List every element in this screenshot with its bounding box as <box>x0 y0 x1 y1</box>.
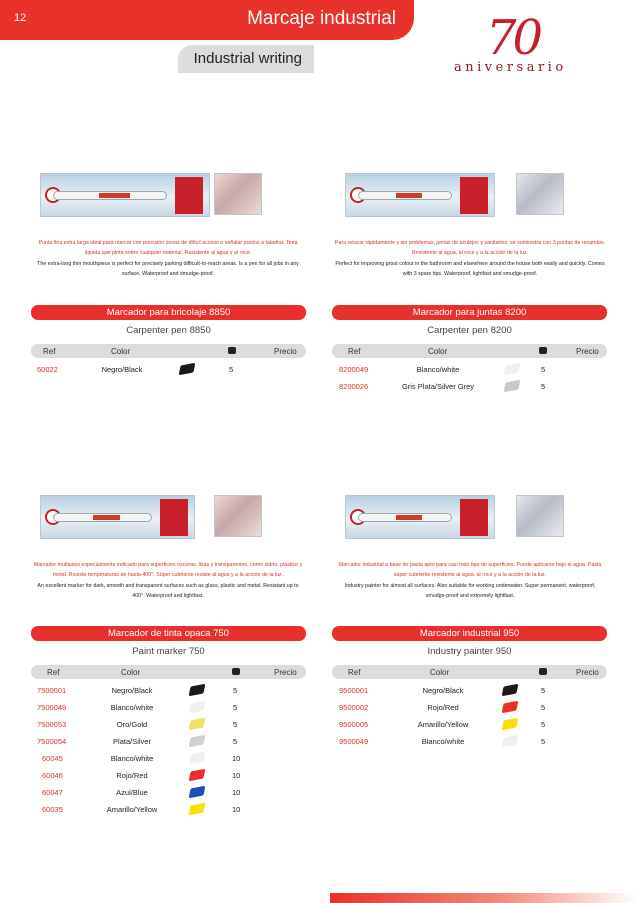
marker-pen-icon <box>53 513 152 522</box>
row-color: Rojo/Red <box>116 771 148 780</box>
row-ref: 9500049 <box>339 737 369 746</box>
product-image <box>345 173 495 217</box>
section-title: Marcaje industrial <box>247 8 396 29</box>
brand-label <box>175 177 203 214</box>
row-quantity: 5 <box>233 720 238 729</box>
row-color: Blanco/white <box>416 365 460 374</box>
row-color: Negro/Black <box>111 686 153 695</box>
row-color: Gris Plata/Silver Grey <box>401 382 475 391</box>
table-row <box>339 683 599 700</box>
table-header <box>31 665 306 679</box>
product-title: Marcador de tinta opaca 750 <box>31 626 306 641</box>
col-color: Color <box>121 668 141 677</box>
description-es: Marcador industrial a base de pasta apto para casi todo tipo de superficies. Puede aplicarse bajo el agua. Pasta súper cubriente resistente al agua, al roce y a la acción de la luz. <box>338 562 602 579</box>
table-row <box>339 379 599 396</box>
color-swatch-icon <box>189 803 206 816</box>
product-subtitle: Paint marker 750 <box>132 646 205 657</box>
table-row <box>339 362 599 379</box>
table-header <box>31 344 306 358</box>
row-quantity: 10 <box>232 805 241 814</box>
row-quantity: 5 <box>233 737 238 746</box>
row-ref: 60035 <box>42 805 63 814</box>
page-subtitle: Industrial writing <box>193 50 302 67</box>
row-color: Oro/Gold <box>116 720 148 729</box>
color-swatch-icon <box>189 684 206 697</box>
table-header <box>332 344 607 358</box>
col-ref: Ref <box>348 347 361 356</box>
table-row <box>37 362 297 379</box>
row-quantity: 5 <box>541 686 546 695</box>
table-row <box>42 802 297 819</box>
row-quantity: 5 <box>541 703 546 712</box>
col-ref: Ref <box>43 347 56 356</box>
table-row <box>37 717 297 734</box>
footer-bar <box>330 893 638 903</box>
color-swatch-icon <box>189 718 206 731</box>
row-quantity: 5 <box>541 365 546 374</box>
logo-number: 70 <box>486 10 540 66</box>
col-color: Color <box>428 347 448 356</box>
row-color: Amarillo/Yellow <box>106 805 158 814</box>
color-swatch-icon <box>502 701 519 714</box>
row-color: Amarillo/Yellow <box>417 720 469 729</box>
col-price: Precio <box>576 668 599 677</box>
description-en: Industry painter for almost all surfaces. Also suitable for working underwater. Super permanent, waterproof, smudge-proof and extremely lightfast. <box>344 582 596 599</box>
brand-label <box>160 499 188 536</box>
product-subtitle: Carpenter pen 8850 <box>126 325 211 336</box>
table-row <box>339 700 599 717</box>
box-icon <box>228 347 236 354</box>
row-color: Blanco/white <box>110 703 154 712</box>
row-color: Blanco/white <box>110 754 154 763</box>
col-price: Precio <box>576 347 599 356</box>
row-ref: 60047 <box>42 788 63 797</box>
color-swatch-icon <box>189 735 206 748</box>
marker-pen-icon <box>358 513 452 522</box>
table-row <box>42 768 297 785</box>
row-ref: 7500054 <box>37 737 67 746</box>
logo-word: aniversario <box>454 60 567 75</box>
row-quantity: 5 <box>541 382 546 391</box>
col-color: Color <box>430 668 450 677</box>
marker-pen-icon <box>358 191 452 200</box>
description-en: The extra-long thin mouthpiece is perfect for precisely parking difficult-to-reach areas. Is a pen for all jobs in any surface. Waterproof and smudge-proof. <box>37 260 299 277</box>
table-row <box>42 751 297 768</box>
subtitle-bar <box>178 45 314 73</box>
product-description <box>334 238 606 279</box>
color-swatch-icon <box>502 718 519 731</box>
row-ref: 9500002 <box>339 703 369 712</box>
row-ref: 7500001 <box>37 686 67 695</box>
row-quantity: 10 <box>232 788 241 797</box>
row-quantity: 5 <box>541 737 546 746</box>
description-en: An excellent marker for dark, smooth and transparent surfaces such as glass, plastic and metal. Resistant up to 400°. Waterproof and lightfast. <box>37 582 299 599</box>
col-ref: Ref <box>47 668 60 677</box>
row-quantity: 10 <box>232 771 241 780</box>
row-quantity: 5 <box>233 686 238 695</box>
row-color: Rojo/Red <box>427 703 459 712</box>
product-subtitle: Carpenter pen 8200 <box>427 325 512 336</box>
description-es: Marcador multiusos especialmente indicado para superficies oscuras, lisas y transparentes, como vidrio, plástico y metal. Resiste temperaturas de hasta 400°. Súper cubriente resiste al agua y a la acción de la luz. <box>33 562 303 579</box>
row-ref: 9500001 <box>339 686 369 695</box>
row-quantity: 5 <box>229 365 234 374</box>
product-description <box>334 560 606 601</box>
product-description <box>32 560 304 601</box>
usage-photo <box>214 495 262 537</box>
product-subtitle: Industry painter 950 <box>427 646 512 657</box>
brand-label <box>460 499 488 536</box>
row-color: Blanco/white <box>421 737 465 746</box>
table-row <box>37 734 297 751</box>
usage-photo <box>516 495 564 537</box>
product-title: Marcador industrial 950 <box>332 626 607 641</box>
row-quantity: 10 <box>232 754 241 763</box>
box-icon <box>232 668 240 675</box>
col-price: Precio <box>274 668 297 677</box>
col-color: Color <box>111 347 131 356</box>
product-title: Marcador para bricolaje 8850 <box>31 305 306 320</box>
col-price: Precio <box>274 347 297 356</box>
color-swatch-icon <box>189 769 206 782</box>
color-swatch-icon <box>189 701 206 714</box>
table-row <box>339 734 599 751</box>
product-description <box>32 238 304 279</box>
box-icon <box>539 668 547 675</box>
description-es: Para retocar rápidamente y sin problemas, juntas de azulejos y sanitarios: se suministra con 3 puntas de recambio. Resistente al agua, al roce y a la acción de la luz. <box>334 240 606 257</box>
row-ref: 60046 <box>42 771 63 780</box>
usage-photo <box>516 173 564 215</box>
product-title: Marcador para juntas 8200 <box>332 305 607 320</box>
brand-label <box>460 177 488 214</box>
table-row <box>42 785 297 802</box>
color-swatch-icon <box>504 380 521 393</box>
description-en: Perfect for improving grout colour in the bathroom and elsewhere around the house both easily and quickly. Comes with 3 spare tips. Waterproof, lightfast and smudge-proof. <box>335 260 605 277</box>
description-es: Punta fina extra larga ideal para marcar con precisión zonas de difícil acceso o señalar puntos a taladrar. Tinta líquida que pinta sobre cualquier material. Resistente al agua y al roce. <box>38 240 298 257</box>
row-ref: 60022 <box>37 365 58 374</box>
page-number: 12 <box>14 12 27 24</box>
box-icon <box>539 347 547 354</box>
table-row <box>37 700 297 717</box>
table-header <box>332 665 607 679</box>
row-color: Negro/Black <box>422 686 464 695</box>
color-swatch-icon <box>502 735 519 748</box>
row-ref: 60045 <box>42 754 63 763</box>
color-swatch-icon <box>189 752 206 765</box>
color-swatch-icon <box>504 363 521 376</box>
marker-pen-icon <box>53 191 167 200</box>
page-header <box>0 0 414 40</box>
color-swatch-icon <box>179 363 196 376</box>
row-color: Plata/Silver <box>113 737 151 746</box>
row-ref: 7500053 <box>37 720 67 729</box>
table-row <box>339 717 599 734</box>
row-color: Negro/Black <box>101 365 143 374</box>
product-image <box>40 495 195 539</box>
table-row <box>37 683 297 700</box>
row-ref: 8200049 <box>339 365 369 374</box>
row-ref: 7500049 <box>37 703 67 712</box>
row-quantity: 5 <box>541 720 546 729</box>
product-image <box>345 495 495 539</box>
col-ref: Ref <box>348 668 361 677</box>
row-quantity: 5 <box>233 703 238 712</box>
row-ref: 8200026 <box>339 382 369 391</box>
color-swatch-icon <box>189 786 206 799</box>
row-ref: 9500005 <box>339 720 369 729</box>
usage-photo <box>214 173 262 215</box>
product-image <box>40 173 210 217</box>
anniversary-logo <box>452 10 568 80</box>
row-color: Azul/Blue <box>116 788 148 797</box>
color-swatch-icon <box>502 684 519 697</box>
